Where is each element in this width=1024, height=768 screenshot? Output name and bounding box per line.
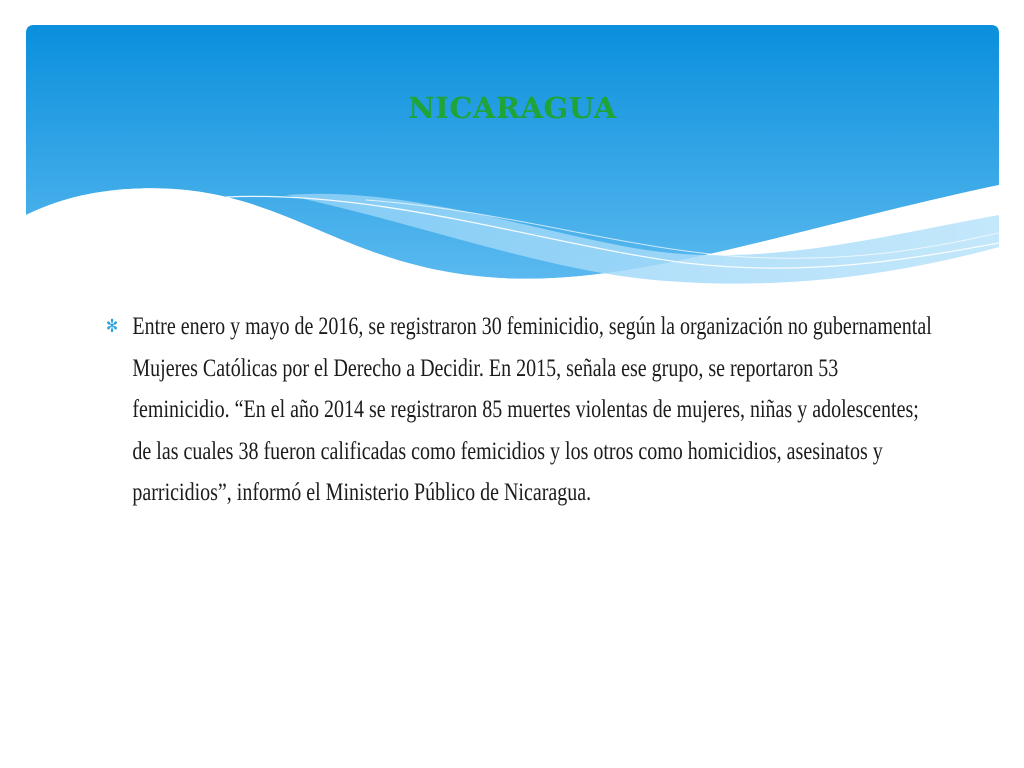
bullet-list [106, 306, 932, 514]
asterisk-bullet-icon: ✻ [106, 316, 119, 337]
header-wave-banner [26, 25, 999, 290]
wave-graphic [26, 25, 999, 290]
list-item [106, 306, 940, 514]
slide-title: NICARAGUA [408, 91, 617, 125]
bullet-text: Entre enero y mayo de 2016, se registraron 30 feminicidio, según la organización no gubernamental Mujeres Católicas por el Derecho a Decidir. En 2015, señala ese grupo, se reportaron 53 feminicidio. “En el año 2014 se registraron 85 muertes violentas de mujeres, niñas y adolescentes; de las cuales 38 fueron calificadas como femicidios y los otros como homicidios, asesinatos y parricidios”, informó el Ministerio Público de Nicaragua. [132, 313, 932, 506]
